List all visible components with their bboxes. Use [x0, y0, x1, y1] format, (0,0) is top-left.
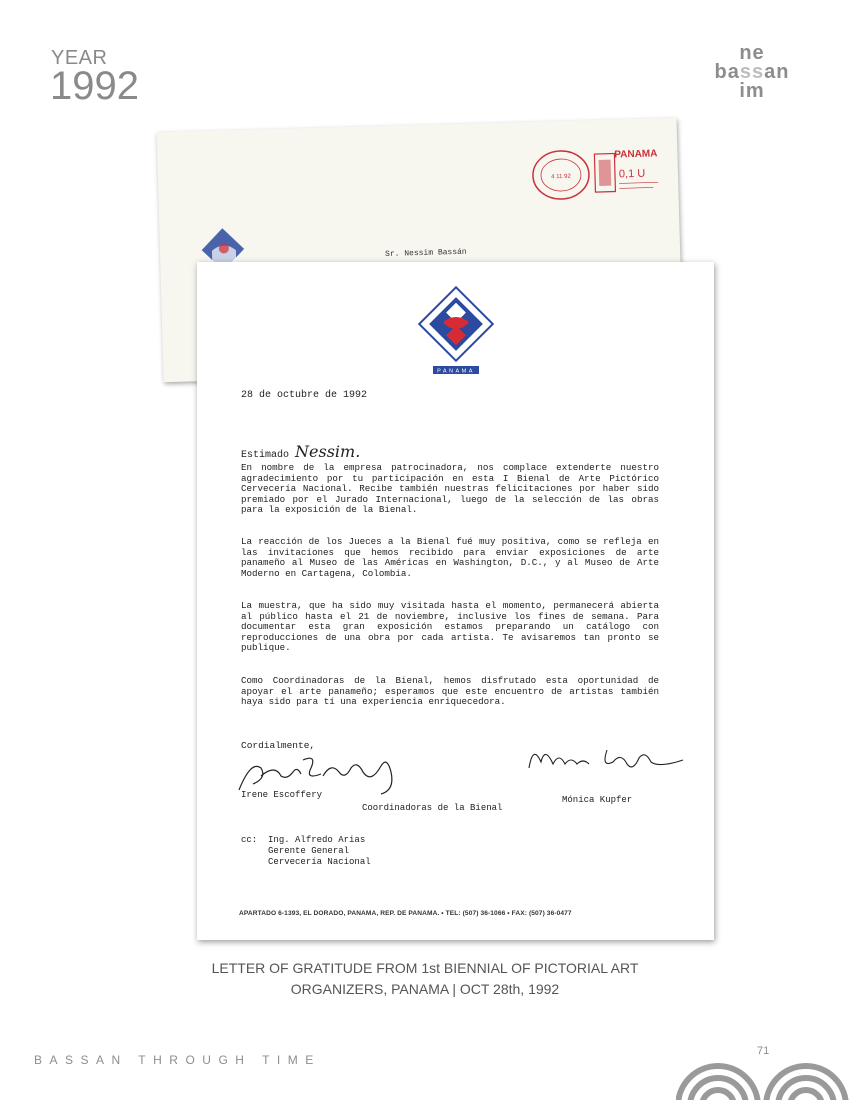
postage-meter-stamp — [522, 140, 669, 204]
logo-caption: PANAMA — [437, 368, 475, 375]
image-caption — [0, 958, 850, 1000]
letterhead-footer: APARTADO 6-1393, EL DORADO, PANAMA, REP. DE PANAMA. • TEL: (507) 36-1066 • FAX: (507) 36-0477 — [239, 910, 572, 917]
caption-line-1: LETTER OF GRATITUDE FROM 1st BIENNIAL OF PICTORIAL ART — [211, 960, 639, 976]
signer-right-name: Mónica Kupfer — [562, 795, 633, 805]
cc-label: cc: — [241, 835, 258, 845]
section-footer-text: BASSAN THROUGH TIME — [34, 1053, 321, 1067]
letter-page — [197, 262, 714, 940]
salutation — [241, 442, 360, 461]
logo-line-3: im — [739, 80, 765, 102]
closing: Cordialmente, — [241, 740, 316, 751]
concentric-arcs-decoration — [676, 1050, 850, 1100]
svg-text:4 11 92: 4 11 92 — [551, 173, 571, 181]
salutation-name: Nessim. — [295, 442, 361, 461]
cc-line-3: Cervecería Nacional — [268, 857, 371, 867]
signature-monica — [523, 738, 688, 778]
salutation-word: Estimado — [241, 450, 290, 461]
paragraph-3: La muestra, que ha sido muy visitada hasta el momento, permanecerá abierta al público hasta el 21 de noviembre, inclusive los fines de semana. Para documentar esta gran exposición estamos preparando un catálogo con reproducciones de una obra por cada artista. Te avisaremos tan pronto se publique. — [241, 600, 659, 654]
paragraph-1: En nombre de la empresa patrocinadora, nos complace extenderte nuestro agradecimiento por tu participación en esta I Bienal de Arte Pictórico Cervecería Nacional. Recibe también nuestras felicitaciones por haber sido premiado por el Jurado Internacional, luego de la selección de las obras para la exposición de la Bienal. — [241, 462, 659, 516]
year-label: YEAR — [51, 47, 108, 69]
paragraph-2: La reacción de los Jueces a la Bienal fué muy positiva, como se refleja en las invitaciones que hemos recibido para enviar exposiciones de arte panameño al Museo de las Américas en Washington, D.C., y al Museo de Arte Moderno en Cartagena, Colombia. — [241, 536, 659, 579]
caption-line-2: ORGANIZERS, PANAMA | OCT 28th, 1992 — [290, 981, 560, 997]
coordinators-title: Coordinadoras de la Bienal — [362, 803, 503, 813]
year-value: 1992 — [50, 64, 139, 108]
cc-line-1: Ing. Alfredo Arias — [268, 835, 366, 845]
envelope-addressee: Sr. Nessim Bassán — [384, 247, 467, 259]
bassan-logo — [700, 44, 804, 101]
cc-line-2: Gerente General — [268, 846, 350, 856]
stamp-value: 0,1 U — [618, 167, 646, 181]
paragraph-4: Como Coordinadoras de la Bienal, hemos disfrutado esta oportunidad de apoyar el arte panameño; esperamos que este encuentro de artistas también haya sido para tí una experiencia enriquecedora. — [241, 675, 659, 708]
letter-date: 28 de octubre de 1992 — [241, 390, 368, 401]
stamp-country: PANAMA — [614, 148, 658, 161]
cc-block — [241, 835, 371, 868]
signer-left-name: Irene Escoffery — [241, 790, 323, 800]
page-number: 71 — [757, 1045, 770, 1057]
bienal-logo — [413, 284, 499, 376]
logo-line-1: ne — [739, 42, 765, 64]
logo-line-2: bassan — [714, 61, 790, 83]
